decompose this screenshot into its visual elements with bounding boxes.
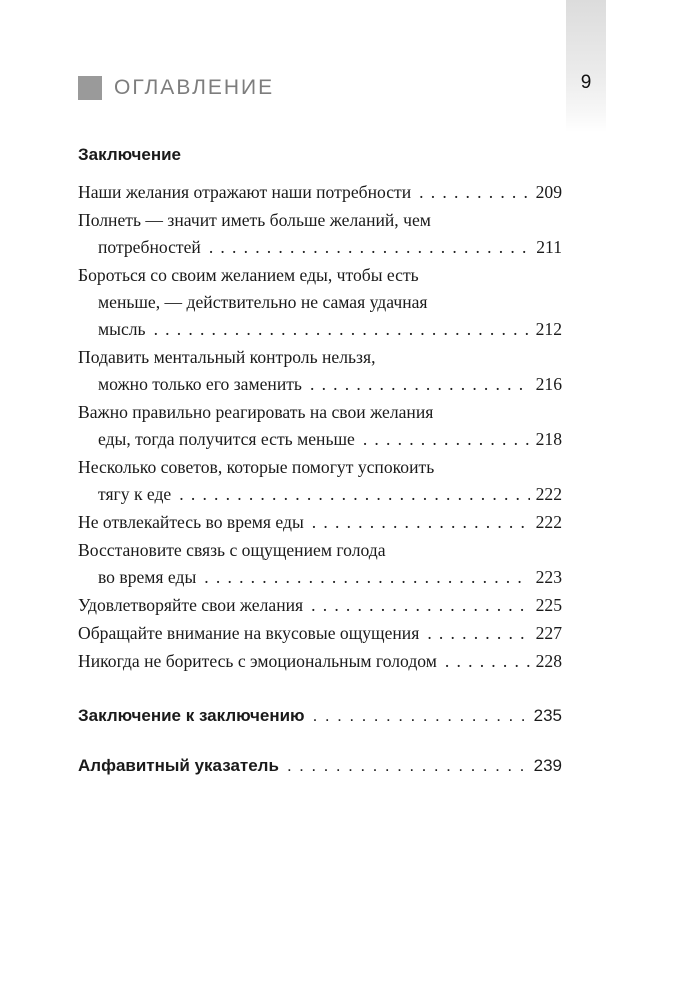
leader-dots — [171, 481, 530, 508]
toc-entry-text: Важно правильно реагировать на свои желания — [78, 402, 434, 422]
toc-entry-text: Восстановите связь с ощущением голода — [78, 540, 386, 560]
leader-dots — [303, 592, 530, 619]
header-square-icon — [78, 76, 102, 100]
toc-entry-text: Удовлетворяйте свои желания — [78, 595, 304, 615]
toc-entry-page: 211 — [536, 237, 562, 257]
leader-dots — [437, 648, 530, 675]
toc-entry-text: во время еды — [98, 567, 197, 587]
leader-dots — [355, 426, 530, 453]
toc-entry-text: Никогда не боритесь с эмоциональным голодом — [78, 651, 437, 671]
toc-entry-text: Полнеть — значит иметь больше желаний, чем — [78, 210, 431, 230]
toc-entry-page: 228 — [535, 651, 562, 671]
leader-dots — [305, 706, 530, 726]
toc-entry-text: можно только его заменить — [98, 374, 302, 394]
section-title: Заключение — [78, 145, 181, 164]
chapter-page: 235 — [533, 706, 562, 725]
toc-entry-page: 223 — [535, 567, 562, 587]
toc-entry-text: Подавить ментальный контроль нельзя, — [78, 347, 376, 367]
toc-entry[interactable] — [78, 509, 562, 536]
toc-entry-page: 222 — [535, 484, 562, 504]
toc-entry-page: 227 — [535, 623, 562, 643]
chapter-title: Заключение к заключению — [78, 706, 305, 725]
toc-entry-text: Обращайте внимание на вкусовые ощущения — [78, 623, 420, 643]
toc-entry-text: еды, тогда получится есть меньше — [98, 429, 355, 449]
toc-entry-page: 218 — [535, 429, 562, 449]
toc-entry[interactable] — [78, 399, 562, 453]
leader-dots — [419, 620, 530, 647]
toc-entry[interactable] — [78, 344, 562, 398]
leader-dots — [304, 509, 530, 536]
toc-entry-page: 212 — [535, 319, 562, 339]
toc-entry[interactable] — [78, 648, 562, 675]
page-number: 9 — [580, 72, 592, 93]
toc-chapter-alphabetical-index[interactable] — [78, 756, 562, 776]
page-number-tab — [566, 0, 606, 132]
toc-chapter-conclusion-to-conclusion[interactable] — [78, 706, 562, 726]
toc-entry-text: Несколько советов, которые помогут успокоить — [78, 457, 435, 477]
leader-dots — [279, 756, 530, 776]
leader-dots — [196, 564, 530, 591]
toc-header — [78, 75, 274, 101]
toc-entry[interactable] — [78, 537, 562, 591]
leader-dots — [146, 316, 530, 343]
toc-entry-text: мысль — [98, 319, 146, 339]
chapter-page: 239 — [533, 756, 562, 775]
leader-dots — [411, 179, 530, 206]
toc-entry[interactable] — [78, 592, 562, 619]
toc-entry[interactable] — [78, 179, 562, 206]
toc-list — [78, 179, 562, 676]
toc-entry-page: 216 — [535, 374, 562, 394]
toc-entry-text: Бороться со своим желанием еды, чтобы есть — [78, 265, 419, 285]
toc-entry[interactable] — [78, 620, 562, 647]
chapter-title: Алфавитный указатель — [78, 756, 279, 775]
toc-entry-page: 222 — [535, 512, 562, 532]
header-title: ОГЛАВЛЕНИЕ — [114, 76, 275, 99]
toc-entry[interactable] — [78, 207, 562, 261]
toc-entry-text: потребностей — [98, 237, 201, 257]
leader-dots — [201, 234, 530, 261]
toc-entry-text: Не отвлекайтесь во время еды — [78, 512, 304, 532]
leader-dots — [302, 371, 530, 398]
toc-entry-page: 209 — [535, 182, 562, 202]
toc-entry-page: 225 — [535, 595, 562, 615]
toc-entry-text: Наши желания отражают наши потребности — [78, 182, 412, 202]
toc-entry-text: меньше, — действительно не самая удачная — [98, 292, 428, 312]
toc-entry[interactable] — [78, 454, 562, 508]
toc-entry-text: тягу к еде — [98, 484, 172, 504]
toc-entry[interactable] — [78, 262, 562, 343]
